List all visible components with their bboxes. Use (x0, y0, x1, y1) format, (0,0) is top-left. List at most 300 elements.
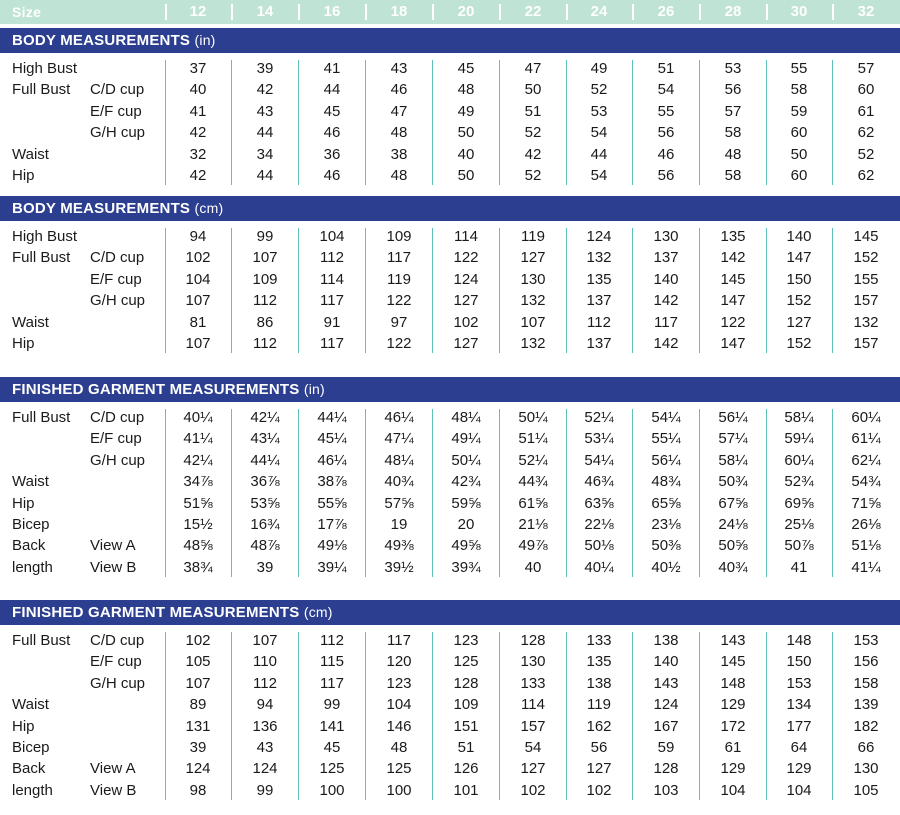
table-cell: 60 (857, 81, 875, 99)
table-cell: 50¼ (518, 409, 548, 426)
table-cell: 48⅝ (183, 537, 213, 555)
table-cell: 126 (453, 760, 479, 778)
table-cell: 135 (720, 228, 746, 245)
table-cell: 103 (653, 781, 679, 799)
table-cell: 38⅞ (317, 473, 347, 491)
table-cell: 38 (390, 145, 408, 163)
row-label: Full Bust (12, 409, 71, 426)
size-divider (566, 4, 568, 20)
row-label: Bicep (12, 739, 50, 756)
row-sublabel: G/H cup (90, 674, 146, 692)
row-sublabel: C/D cup (90, 632, 145, 649)
table-cell: 182 (853, 717, 879, 735)
table-cell: 122 (386, 292, 412, 310)
table-cell: 57¼ (718, 430, 748, 448)
table-cell: 157 (853, 335, 879, 352)
table-cell: 100 (386, 781, 412, 799)
table-cell: 110 (253, 653, 277, 671)
row-label: Hip (12, 494, 35, 512)
table-cell: 177 (786, 717, 812, 735)
table-cell: 40 (457, 145, 475, 163)
table-cell: 124 (453, 270, 479, 288)
row-label: length (12, 781, 53, 799)
table-cell: 155 (853, 270, 879, 288)
row-sublabel: C/D cup (90, 249, 145, 267)
table-cell: 135 (586, 270, 612, 288)
row-label: Hip (12, 167, 35, 184)
table-cell: 19 (390, 516, 408, 533)
table-cell: 114 (454, 228, 478, 245)
table-cell: 137 (586, 335, 612, 352)
table-cell: 81 (189, 313, 207, 331)
table-cell: 53 (724, 60, 742, 77)
table-cell: 59 (657, 739, 675, 756)
table-cell: 141 (319, 717, 345, 735)
table-cell: 23⅛ (651, 516, 681, 533)
table-cell: 50¼ (451, 451, 481, 469)
table-cell: 145 (720, 653, 746, 671)
section-title-text: FINISHED GARMENT MEASUREMENTS (12, 604, 304, 621)
table-cell: 56¼ (651, 451, 681, 469)
table-cell: 150 (786, 270, 812, 288)
table-cell: 39¼ (317, 558, 347, 576)
section-title (12, 196, 223, 221)
table-cell: 117 (654, 313, 678, 331)
table-cell: 49¼ (451, 430, 481, 448)
table-cell: 49 (590, 60, 608, 77)
row-label: Waist (12, 473, 49, 491)
table-cell: 16¾ (250, 516, 280, 533)
table-cell: 151 (453, 717, 479, 735)
table-cell: 142 (720, 249, 746, 267)
table-cell: 109 (453, 696, 479, 714)
size-32: 32 (857, 3, 875, 20)
table-cell: 43 (390, 60, 408, 77)
table-cell: 51⅝ (183, 494, 213, 512)
table-cell: 157 (853, 292, 879, 310)
row-sublabel: View A (90, 760, 136, 778)
table-cell: 49⅜ (384, 537, 414, 555)
table-cell: 89 (189, 696, 207, 714)
table-cell: 52 (857, 145, 875, 163)
table-cell: 46 (323, 124, 341, 142)
table-cell: 20 (457, 516, 475, 533)
size-label: Size (12, 4, 42, 20)
table-cell: 47 (524, 60, 542, 77)
table-cell: 52¼ (584, 409, 614, 426)
table-cell: 48¼ (451, 409, 481, 426)
table-cell: 51 (524, 102, 542, 120)
table-cell: 112 (320, 632, 344, 649)
table-cell: 104 (720, 781, 746, 799)
size-divider (231, 4, 233, 20)
table-cell: 50⅞ (784, 537, 814, 555)
table-cell: 94 (256, 696, 274, 714)
table-cell: 130 (520, 653, 546, 671)
table-cell: 138 (586, 674, 612, 692)
row-sublabel: C/D cup (90, 409, 145, 426)
size-24: 24 (590, 3, 608, 20)
table-cell: 56 (590, 739, 608, 756)
row-sublabel: View B (90, 781, 137, 799)
table-cell: 57 (857, 60, 875, 77)
table-cell: 107 (185, 335, 211, 352)
table-cell: 146 (386, 717, 412, 735)
table-cell: 52 (524, 124, 542, 142)
table-cell: 42¼ (183, 451, 213, 469)
section-title (12, 600, 333, 625)
size-divider (499, 4, 501, 20)
table-cell: 112 (253, 292, 277, 310)
table-cell: 52 (524, 167, 542, 184)
table-cell: 62 (857, 167, 875, 184)
size-divider (699, 4, 701, 20)
table-cell: 143 (720, 632, 746, 649)
table-cell: 57⅝ (384, 494, 414, 512)
table-cell: 56 (724, 81, 742, 99)
table-cell: 142 (653, 335, 679, 352)
table-cell: 117 (320, 674, 344, 692)
size-divider (298, 4, 300, 20)
table-cell: 48¼ (384, 451, 414, 469)
table-cell: 69⅝ (784, 494, 814, 512)
row-label: Hip (12, 717, 35, 735)
table-cell: 129 (720, 760, 746, 778)
table-cell: 48¾ (651, 473, 681, 491)
table-cell: 122 (453, 249, 479, 267)
table-cell: 59 (790, 102, 808, 120)
table-cell: 127 (453, 292, 479, 310)
table-cell: 26⅛ (851, 516, 881, 533)
table-cell: 58¼ (784, 409, 814, 426)
table-cell: 39¾ (451, 558, 481, 576)
table-cell: 153 (786, 674, 812, 692)
table-cell: 140 (653, 653, 679, 671)
table-cell: 109 (386, 228, 412, 245)
table-cell: 49⅛ (317, 537, 347, 555)
table-cell: 58 (790, 81, 808, 99)
table-cell: 129 (786, 760, 812, 778)
table-cell: 145 (720, 270, 746, 288)
table-cell: 42 (189, 167, 207, 184)
table-cell: 46¾ (584, 473, 614, 491)
table-cell: 36 (323, 145, 341, 163)
table-cell: 53⅝ (250, 494, 280, 512)
table-cell: 41¼ (183, 430, 213, 448)
row-label: Full Bust (12, 632, 71, 649)
table-cell: 52 (590, 81, 608, 99)
row-label: High Bust (12, 228, 78, 245)
table-cell: 137 (586, 292, 612, 310)
table-cell: 49⅞ (518, 537, 548, 555)
table-cell: 48 (390, 739, 408, 756)
table-cell: 50⅜ (651, 537, 681, 555)
table-cell: 135 (586, 653, 612, 671)
table-cell: 50 (457, 167, 475, 184)
table-cell: 125 (453, 653, 479, 671)
table-cell: 131 (185, 717, 211, 735)
table-cell: 58 (724, 124, 742, 142)
size-28: 28 (724, 3, 742, 20)
table-cell: 124 (586, 228, 612, 245)
table-cell: 40¼ (183, 409, 213, 426)
table-cell: 48 (390, 124, 408, 142)
table-cell: 41 (323, 60, 341, 77)
table-cell: 104 (185, 270, 211, 288)
row-sublabel: E/F cup (90, 270, 142, 288)
table-cell: 158 (853, 674, 879, 692)
table-cell: 44 (256, 167, 274, 184)
table-cell: 46 (323, 167, 341, 184)
table-cell: 128 (653, 760, 679, 778)
table-cell: 86 (256, 313, 274, 331)
table-cell: 49⅝ (451, 537, 481, 555)
table-cell: 125 (319, 760, 345, 778)
table-cell: 54¼ (584, 451, 614, 469)
table-cell: 71⅝ (851, 494, 881, 512)
table-cell: 50¾ (718, 473, 748, 491)
table-cell: 42¾ (451, 473, 481, 491)
table-cell: 122 (386, 335, 412, 352)
table-cell: 55¼ (651, 430, 681, 448)
table-cell: 128 (453, 674, 479, 692)
table-cell: 105 (185, 653, 211, 671)
table-cell: 66 (857, 739, 875, 756)
table-cell: 125 (386, 760, 412, 778)
size-divider (632, 4, 634, 20)
row-sublabel: View B (90, 558, 137, 576)
table-cell: 63⅝ (584, 494, 614, 512)
table-cell: 140 (653, 270, 679, 288)
section-title (12, 28, 216, 53)
table-cell: 51 (457, 739, 475, 756)
size-16: 16 (323, 3, 341, 20)
table-cell: 15½ (183, 516, 213, 533)
size-divider (365, 4, 367, 20)
section-title (12, 377, 325, 402)
table-cell: 58¼ (718, 451, 748, 469)
section-unit: (cm) (194, 200, 224, 216)
table-cell: 36⅞ (250, 473, 280, 491)
table-cell: 45¼ (317, 430, 347, 448)
table-cell: 117 (387, 249, 411, 267)
table-cell: 49 (457, 102, 475, 120)
row-label: length (12, 558, 53, 576)
size-divider (432, 4, 434, 20)
table-cell: 34 (256, 145, 274, 163)
table-cell: 54 (590, 124, 608, 142)
table-cell: 39 (256, 558, 274, 576)
table-cell: 107 (185, 292, 211, 310)
table-cell: 22⅛ (584, 516, 614, 533)
row-label: High Bust (12, 60, 78, 77)
table-cell: 48 (724, 145, 742, 163)
table-cell: 119 (521, 228, 545, 245)
row-sublabel: E/F cup (90, 430, 142, 448)
table-cell: 102 (453, 313, 479, 331)
table-cell: 91 (323, 313, 341, 331)
table-cell: 99 (323, 696, 341, 714)
table-cell: 61¼ (851, 430, 881, 448)
section-header (0, 377, 900, 402)
table-cell: 123 (453, 632, 479, 649)
table-cell: 112 (253, 674, 277, 692)
size-header-row (0, 0, 900, 24)
table-cell: 44¼ (317, 409, 347, 426)
table-cell: 42 (189, 124, 207, 142)
table-cell: 44 (256, 124, 274, 142)
table-cell: 44¼ (250, 451, 280, 469)
size-22: 22 (524, 3, 542, 20)
table-cell: 43 (256, 739, 274, 756)
table-cell: 105 (853, 781, 879, 799)
table-cell: 152 (786, 335, 812, 352)
table-cell: 98 (189, 781, 207, 799)
table-cell: 51 (657, 60, 675, 77)
table-cell: 97 (390, 313, 408, 331)
size-30: 30 (790, 3, 808, 20)
table-cell: 128 (520, 632, 546, 649)
table-cell: 54 (657, 81, 675, 99)
section-title-text: BODY MEASUREMENTS (12, 32, 195, 49)
table-cell: 102 (520, 781, 546, 799)
table-cell: 44 (323, 81, 341, 99)
table-cell: 32 (189, 145, 207, 163)
table-cell: 40 (524, 558, 542, 576)
table-cell: 101 (453, 781, 479, 799)
table-cell: 38¾ (183, 558, 213, 576)
section-unit: (cm) (303, 604, 333, 620)
row-sublabel: View A (90, 537, 136, 555)
table-cell: 52¼ (518, 451, 548, 469)
table-cell: 99 (256, 781, 274, 799)
table-cell: 21⅛ (518, 516, 548, 533)
table-cell: 156 (853, 653, 879, 671)
table-cell: 43¼ (250, 430, 280, 448)
table-cell: 109 (252, 270, 278, 288)
table-cell: 136 (252, 717, 278, 735)
table-cell: 46 (390, 81, 408, 99)
table-cell: 65⅝ (651, 494, 681, 512)
table-cell: 55⅝ (317, 494, 347, 512)
table-cell: 129 (720, 696, 746, 714)
size-14: 14 (256, 3, 274, 20)
table-cell: 138 (653, 632, 679, 649)
table-cell: 122 (720, 313, 746, 331)
table-cell: 59¼ (784, 430, 814, 448)
table-cell: 147 (720, 335, 746, 352)
table-cell: 64 (790, 739, 808, 756)
table-cell: 50 (790, 145, 808, 163)
table-cell: 48 (390, 167, 408, 184)
table-cell: 117 (320, 335, 344, 352)
size-divider (832, 4, 834, 20)
table-cell: 56 (657, 167, 675, 184)
table-cell: 147 (720, 292, 746, 310)
row-label: Bicep (12, 516, 50, 533)
table-cell: 132 (520, 335, 546, 352)
table-cell: 127 (786, 313, 812, 331)
table-cell: 37 (189, 60, 207, 77)
table-cell: 50⅛ (584, 537, 614, 555)
row-sublabel: E/F cup (90, 102, 142, 120)
table-cell: 119 (387, 270, 411, 288)
table-cell: 132 (520, 292, 546, 310)
table-cell: 61 (857, 102, 875, 120)
table-cell: 132 (853, 313, 879, 331)
table-cell: 107 (252, 632, 278, 649)
table-cell: 54 (524, 739, 542, 756)
table-cell: 44 (590, 145, 608, 163)
table-cell: 148 (720, 674, 746, 692)
table-cell: 56 (657, 124, 675, 142)
row-label: Back (12, 537, 46, 555)
table-cell: 47 (390, 102, 408, 120)
table-cell: 133 (520, 674, 546, 692)
table-cell: 102 (185, 249, 211, 267)
table-cell: 50 (457, 124, 475, 142)
table-cell: 34⅞ (183, 473, 213, 491)
table-cell: 46 (657, 145, 675, 163)
table-cell: 132 (586, 249, 612, 267)
table-cell: 62 (857, 124, 875, 142)
table-cell: 104 (386, 696, 412, 714)
table-cell: 42 (524, 145, 542, 163)
row-sublabel: G/H cup (90, 124, 146, 142)
table-cell: 61 (724, 739, 742, 756)
table-cell: 39½ (384, 558, 414, 576)
table-cell: 167 (653, 717, 679, 735)
table-cell: 25⅛ (784, 516, 814, 533)
table-cell: 152 (786, 292, 812, 310)
table-cell: 130 (853, 760, 879, 778)
table-cell: 39 (189, 739, 207, 756)
table-cell: 40¾ (718, 558, 748, 576)
table-cell: 55 (657, 102, 675, 120)
table-cell: 42 (256, 81, 274, 99)
table-cell: 119 (587, 696, 611, 714)
table-cell: 56¼ (718, 409, 748, 426)
table-cell: 47¼ (384, 430, 414, 448)
section-header (0, 196, 900, 221)
row-label: Back (12, 760, 46, 778)
table-cell: 124 (653, 696, 679, 714)
table-cell: 41 (189, 102, 207, 120)
section-title-text: BODY MEASUREMENTS (12, 200, 195, 217)
table-cell: 172 (720, 717, 746, 735)
table-cell: 59⅝ (451, 494, 481, 512)
table-cell: 115 (320, 653, 344, 671)
table-cell: 140 (786, 228, 812, 245)
table-cell: 99 (256, 228, 274, 245)
table-cell: 117 (387, 632, 411, 649)
table-cell: 62¼ (851, 451, 881, 469)
row-label: Waist (12, 696, 49, 714)
table-cell: 152 (853, 249, 879, 267)
table-cell: 41 (790, 558, 808, 576)
table-cell: 133 (586, 632, 612, 649)
table-cell: 46¼ (317, 451, 347, 469)
section-unit: (in) (303, 381, 325, 397)
table-cell: 102 (586, 781, 612, 799)
table-cell: 100 (319, 781, 345, 799)
table-cell: 134 (786, 696, 812, 714)
table-cell: 50 (524, 81, 542, 99)
table-cell: 43 (256, 102, 274, 120)
table-cell: 45 (323, 739, 341, 756)
size-12: 12 (189, 3, 207, 20)
table-cell: 44¾ (518, 473, 548, 491)
